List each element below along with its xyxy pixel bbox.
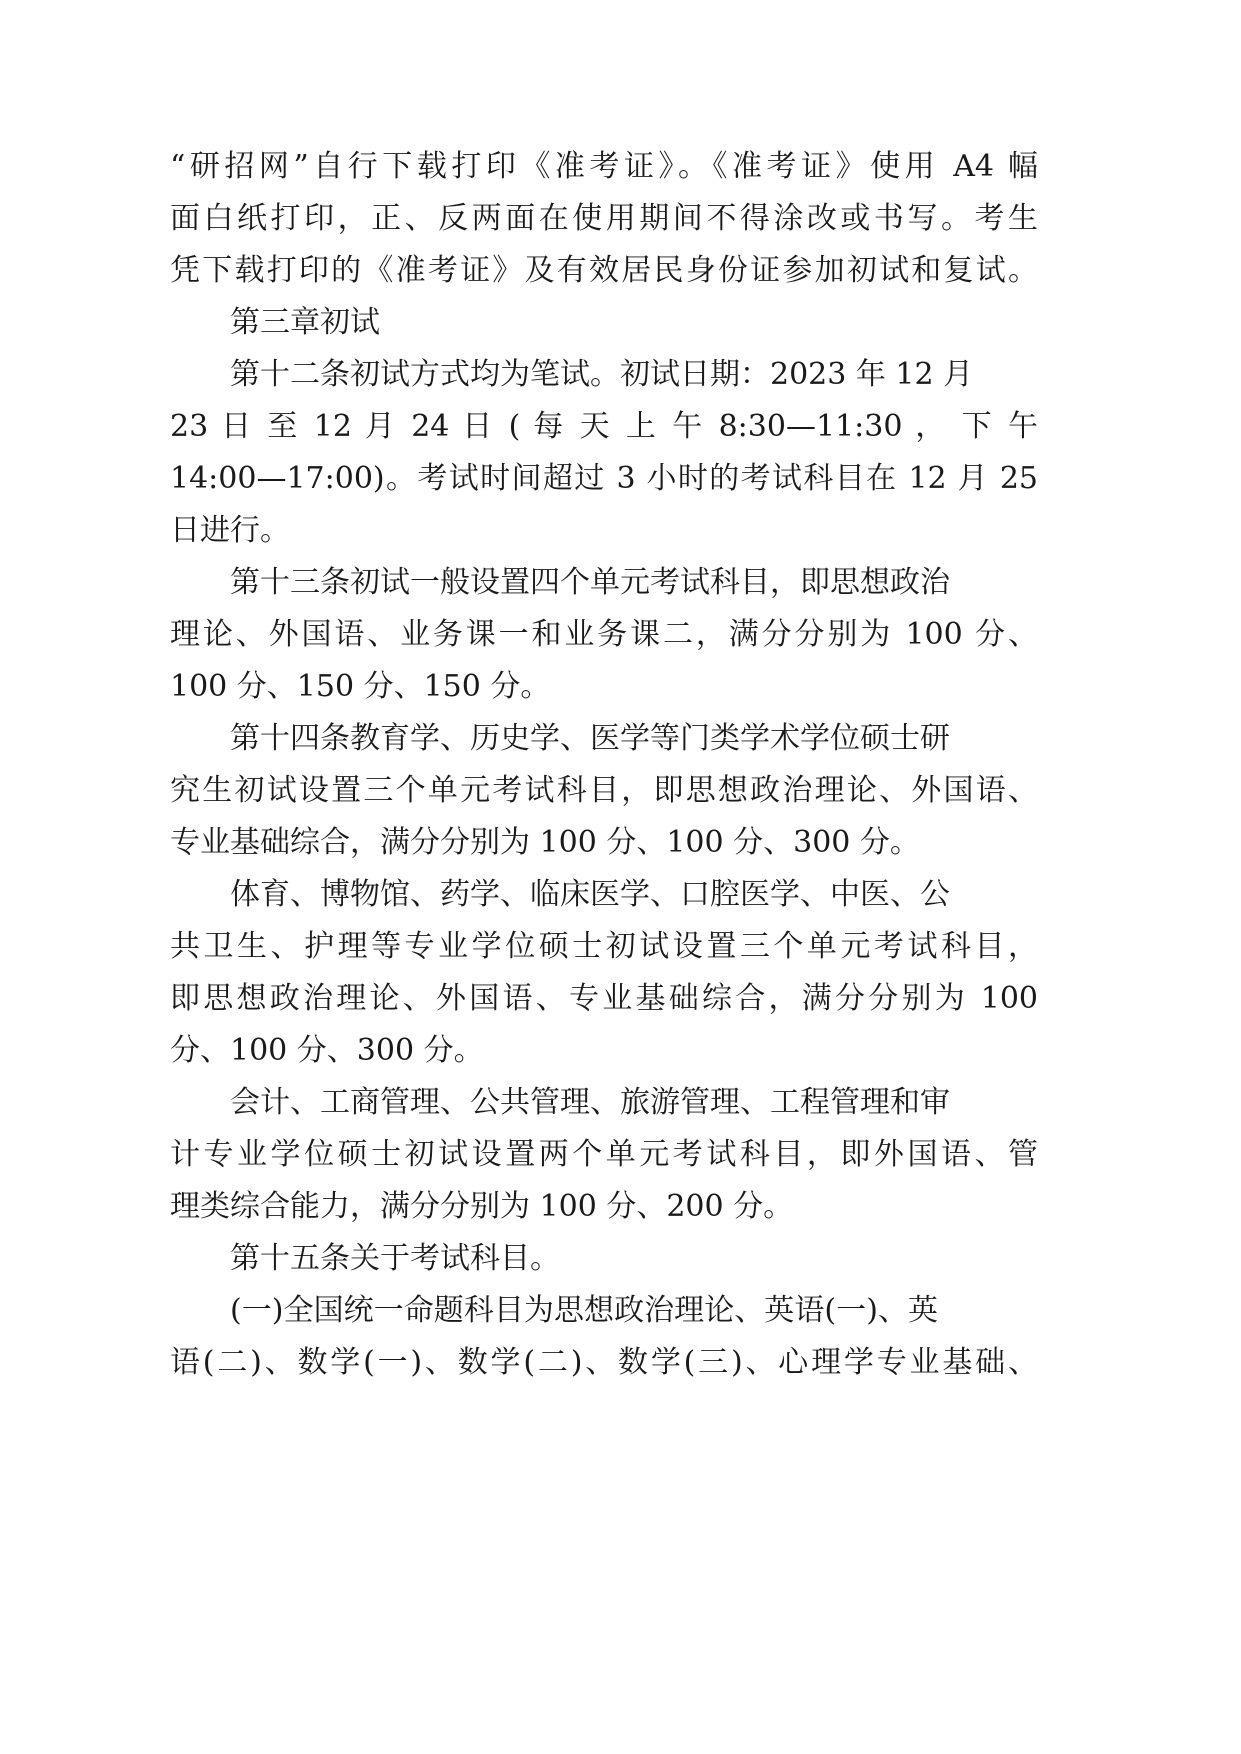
- text-line-8: 日进行。: [170, 513, 290, 548]
- text-line-10: 理论、外国语、业务课一和业务课二，满分分别为 100 分、: [170, 617, 1038, 652]
- text-line-9: 第十三条初试一般设置四个单元考试科目，即思想政治: [230, 565, 950, 600]
- text-line-21: 理类综合能力，满分分别为 100 分、200 分。: [170, 1189, 794, 1224]
- text-line-11: 100 分、150 分、150 分。: [170, 669, 551, 704]
- text-line-22: 第十五条关于考试科目。: [230, 1241, 560, 1276]
- chapter-heading: 第三章初试: [230, 305, 380, 340]
- text-line-16: 共卫生、护理等专业学位硕士初试设置三个单元考试科目，: [170, 929, 1038, 964]
- text-line-15: 体育、博物馆、药学、临床医学、口腔医学、中医、公: [230, 877, 950, 912]
- text-line-18: 分、100 分、300 分。: [170, 1033, 484, 1068]
- text-line-5: 第十二条初试方式均为笔试。初试日期：2023 年 12 月: [230, 357, 974, 392]
- text-line-3: 凭下载打印的《准考证》及有效居民身份证参加初试和复试。: [170, 253, 1038, 288]
- text-line-17: 即思想政治理论、外国语、专业基础综合，满分分别为 100: [170, 981, 1038, 1016]
- text-line-2: 面白纸打印，正、反两面在使用期间不得涂改或书写。考生: [170, 201, 1038, 236]
- text-line-24: 语(二)、数学(一)、数学(二)、数学(三)、心理学专业基础、: [170, 1345, 1038, 1380]
- text-line-7: 14:00—17:00)。考试时间超过 3 小时的考试科目在 12 月 25: [170, 461, 1038, 496]
- text-line-19: 会计、工商管理、公共管理、旅游管理、工程管理和审: [230, 1085, 950, 1120]
- text-line-14: 专业基础综合，满分分别为 100 分、100 分、300 分。: [170, 825, 920, 860]
- text-line-13: 究生初试设置三个单元考试科目，即思想政治理论、外国语、: [170, 773, 1038, 808]
- text-line-1: “研招网”自行下载打印《准考证》。《准考证》使用 A4 幅: [170, 149, 1038, 184]
- text-line-12: 第十四条教育学、历史学、医学等门类学术学位硕士研: [230, 721, 950, 756]
- text-line-6: 23 日 至 12 月 24 日 ( 每 天 上 午 8:30—11:30 ， 下 午: [170, 409, 1038, 444]
- text-line-20: 计专业学位硕士初试设置两个单元考试科目，即外国语、管: [170, 1137, 1038, 1172]
- text-line-23: (一)全国统一命题科目为思想政治理论、英语(一)、英: [230, 1293, 938, 1328]
